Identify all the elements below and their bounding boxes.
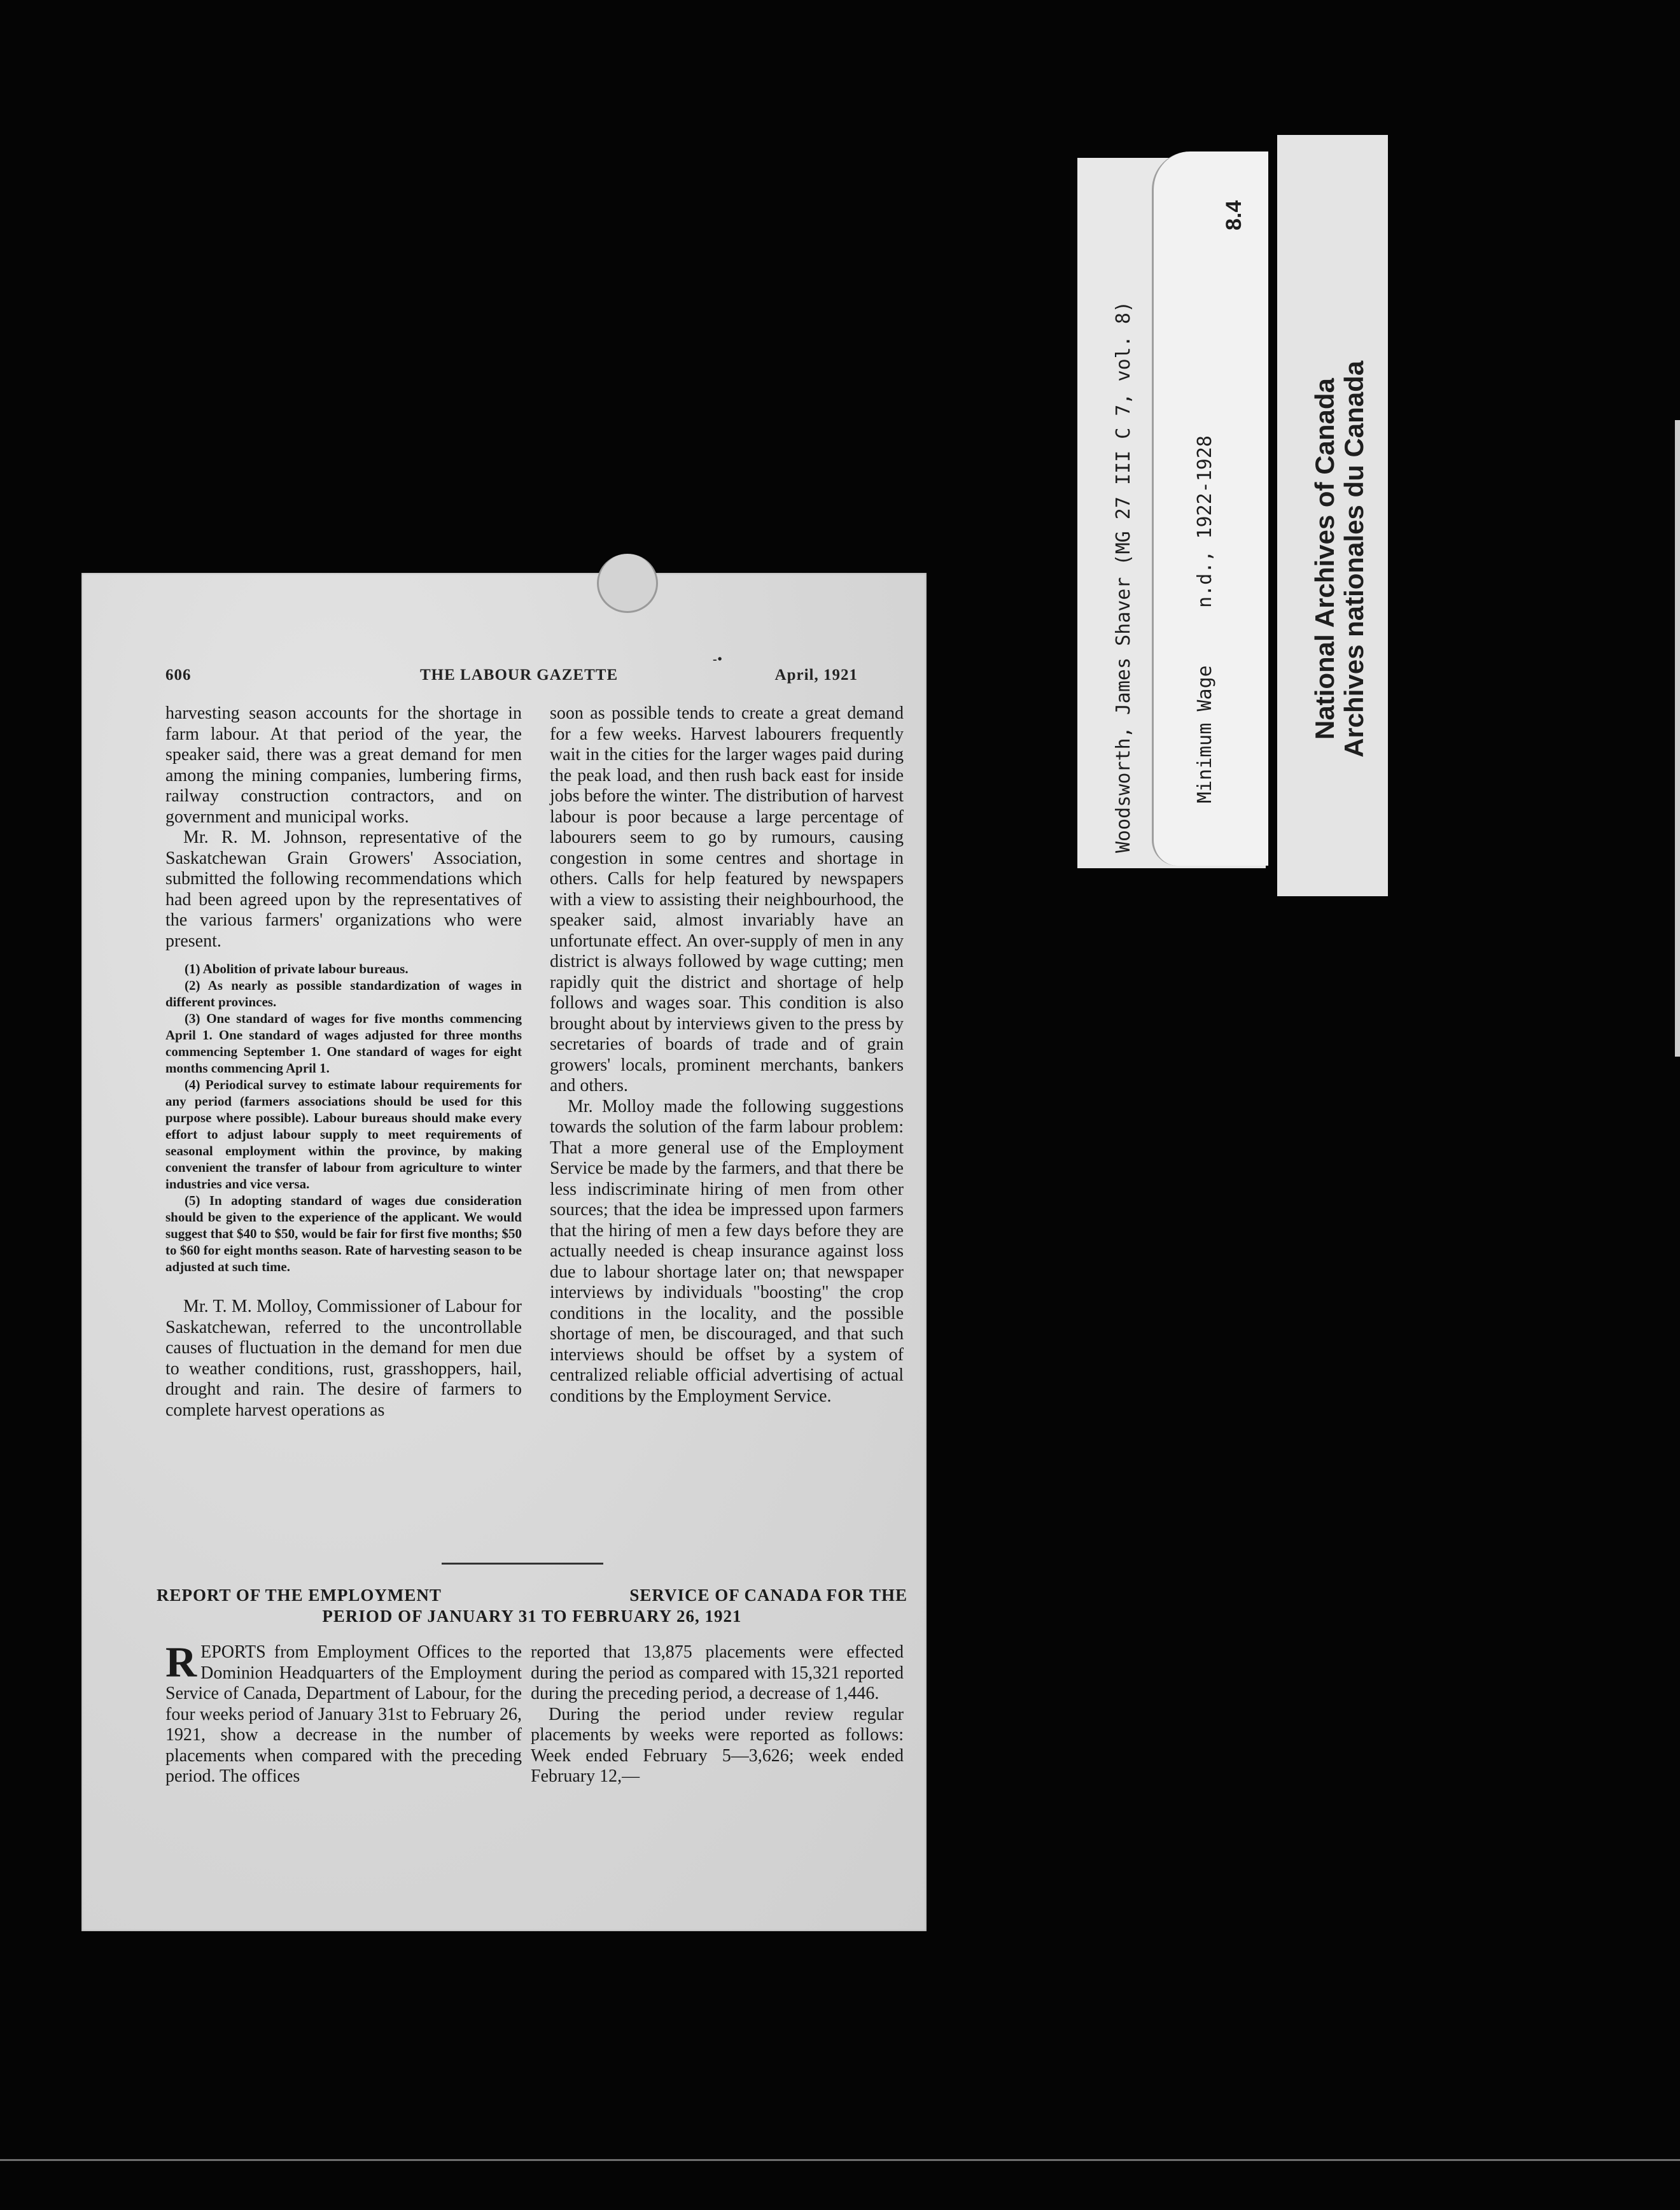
collection-label: Woodsworth, James Shaver (MG 27 III C 7, vol. 8) <box>1112 301 1135 853</box>
report-text: EPORTS from Employment Offices to the Dominion Headquarters of the Employment Service of Canada, Department of Labour, for the four weeks period of January 31st to February 26, 1921, show a decrease in the number of placements when compared with the preceding period. The offices <box>165 1642 522 1786</box>
section-divider <box>442 1563 603 1565</box>
issue-date: April, 1921 <box>774 666 858 684</box>
list-item: (3) One standard of wages for five months commencing April 1. One standard of wages adjusted for three months commencing September 1. One standard of wages for eight months commencing April 1. <box>165 1011 522 1076</box>
file-label: Minimum Wage n.d., 1922-1928 <box>1194 435 1216 803</box>
report-right-column <box>531 1642 904 1787</box>
corner-mark: -• <box>713 652 723 666</box>
heading-line-left: REPORT OF THE EMPLOYMENT <box>157 1586 442 1605</box>
list-item: (4) Periodical survey to estimate labour requirements for any period (farmers associations should be used for this purpose where possible). Labour bureaus should make every effort to adjust labour supply to meet requirements of seasonal employment within the province, by making convenient the transfer of labour from agriculture to winter industries and vice versa. <box>165 1077 522 1192</box>
clipping-page <box>81 573 927 1931</box>
paragraph: During the period under review regular placements by weeks were reported as follows: Week ended February 5—3,626; week ended February 12,— <box>531 1704 904 1786</box>
list-item: (1) Abolition of private labour bureaus. <box>185 961 409 976</box>
heading-line-2: PERIOD OF JANUARY 31 TO FEBRUARY 26, 1921 <box>322 1607 742 1626</box>
heading-line-right: SERVICE OF CANADA FOR THE <box>629 1586 907 1605</box>
report-heading <box>157 1585 907 1627</box>
left-column <box>165 703 522 1421</box>
page-header <box>165 652 858 692</box>
institution-name-en: National Archives of Canada <box>1310 378 1340 740</box>
report-left-column <box>165 1638 522 1787</box>
page-number: 606 <box>165 666 192 684</box>
institution-name-fr: Archives nationales du Canada <box>1339 360 1369 757</box>
paragraph: soon as possible tends to create a great demand for a few weeks. Harvest labourers frequently wait in the cities for the larger wages paid during the peak load, and then rush back east for inside jobs before the winter. The distribution of harvest labour is poor because a large percentage of labourers seem to go by rumours, causing congestion in some centres and shortage in others. Calls for help featured by newspapers with a view to assisting their neighbourhood, the speaker said, almost invariably have an unfortunate effect. An over-supply of men in any district is always followed by wage cutting; men rapidly quit the district and shortage of help follows and wages soar. This condition is also brought about by interviews given to the press by secretaries of boards of trade and of grain growers' locals, prominent merchants, bankers and others. <box>550 703 904 1095</box>
list-item: (5) In adopting standard of wages due consideration should be given to the experience of the applicant. We would suggest that $40 to $50, would be fair for first five months; $50 to $60 for eight months season. Rate of harvesting season to be adjusted at such time. <box>165 1193 522 1274</box>
drop-cap: R <box>165 1638 197 1686</box>
punch-hole <box>597 554 658 613</box>
edge-strip <box>1675 420 1680 1057</box>
paragraph: Mr. R. M. Johnson, representative of the Saskatchewan Grain Growers' Association, submitted the following recommendations which had been agreed upon by the representatives of the various farmers' organizations who were present. <box>165 827 522 951</box>
bottom-rule <box>0 2159 1680 2161</box>
publication-title: THE LABOUR GAZETTE <box>420 666 619 684</box>
paragraph: Mr. Molloy made the following suggestions towards the solution of the farm labour problem: That a more general use of the Employment Service be made by the farmers, and that there be less indiscriminate hiring of men from other sources; that the idea be impressed upon farmers that the hiring of men a few days before they are actually needed is cheap insurance against loss due to labour shortage later on; that newspaper interviews by individuals "boosting" the crop conditions in the locality, and the possible shortage of men, be discouraged, and that such interviews should be offset by a system of centralized reliable official advertising of actual conditions by the Employment Service. <box>550 1096 904 1406</box>
right-column <box>550 703 904 1407</box>
paragraph: Mr. T. M. Molloy, Commissioner of Labour for Saskatchewan, referred to the uncontrollable causes of fluctuation in the demand for men due to weather conditions, rust, grasshoppers, hail, drought and rain. The desire of farmers to complete harvest operations as <box>165 1297 522 1420</box>
paragraph: harvesting season accounts for the shortage in farm labour. At that period of the year, the speaker said, there was a great demand for men among the mining companies, lumbering firms, railway construction contractors, and on government and municipal works. <box>165 703 522 827</box>
list-item: (2) As nearly as possible standardization of wages in different provinces. <box>165 978 522 1010</box>
recommendations-list <box>165 961 522 1275</box>
file-number: 8.4 <box>1222 200 1246 230</box>
paragraph: reported that 13,875 placements were effected during the period as compared with 15,321 reported during the preceding period, a decrease of 1,446. <box>531 1642 904 1703</box>
